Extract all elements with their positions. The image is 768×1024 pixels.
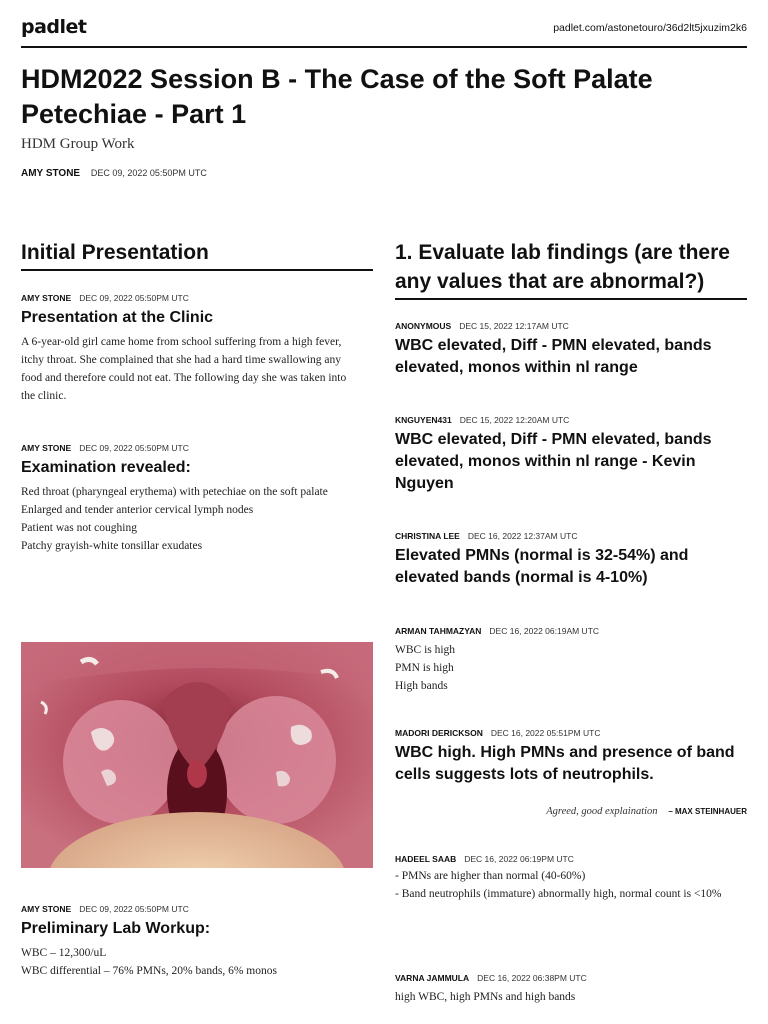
post-arman-tahmazyan[interactable] <box>395 625 740 695</box>
page-author: AMY STONE <box>21 168 81 179</box>
post-title: Examination revealed: <box>21 459 191 476</box>
post-author: AMY STONE <box>21 293 72 303</box>
post-presentation[interactable] <box>21 292 361 405</box>
post-date: DEC 16, 2022 06:19PM UTC <box>464 854 574 864</box>
post-body <box>395 641 740 695</box>
post-meta <box>395 727 740 739</box>
post-body <box>21 333 361 405</box>
post-christina-lee[interactable] <box>395 530 740 589</box>
post-meta <box>21 442 361 454</box>
post-title: WBC high. High PMNs and presence of band cells suggests lots of neutrophils. <box>395 744 735 783</box>
post-meta <box>21 903 361 915</box>
post-author: VARNA JAMMULA <box>395 973 470 983</box>
post-title: Presentation at the Clinic <box>21 309 214 326</box>
section-title-initial-presentation: Initial Presentation <box>21 238 373 271</box>
post-examination[interactable] <box>21 442 361 555</box>
comment-text: Agreed, good explaination <box>546 806 658 817</box>
post-date: DEC 15, 2022 12:20AM UTC <box>459 415 570 425</box>
post-author: MADORI DERICKSON <box>395 728 483 738</box>
post-title: Preliminary Lab Workup: <box>21 920 211 937</box>
post-hadeel-saab[interactable] <box>395 853 740 903</box>
page-title: HDM2022 Session B - The Case of the Soft Palate Petechiae - Part 1 <box>21 64 653 129</box>
post-lab-workup[interactable] <box>21 903 361 980</box>
post-title: WBC elevated, Diff - PMN elevated, bands elevated, monos within nl range <box>395 337 712 376</box>
post-body <box>395 988 740 1006</box>
comment-author: – MAX STEINHAUER <box>668 807 747 816</box>
post-body-text: Patchy grayish-white tonsillar exudates <box>21 540 203 552</box>
post-anonymous[interactable] <box>395 320 740 379</box>
post-author: AMY STONE <box>21 904 72 914</box>
post-body-text: A 6-year-old girl came home from school suffering from a high fever, itchy throat. She complained that she had a hard time swallowing any food and therefore could not eat. The following day she was taken into the clinic. <box>21 336 347 402</box>
padlet-logo[interactable]: padlet <box>21 16 87 38</box>
padlet-url[interactable]: padlet.com/astonetouro/36d2lt5jxuzim2k6 <box>553 22 747 34</box>
post-title: WBC elevated, Diff - PMN elevated, bands elevated, monos within nl range - Kevin Nguyen <box>395 431 712 492</box>
post-author: AMY STONE <box>21 443 72 453</box>
post-body-text: high WBC, high PMNs and high bands <box>395 991 576 1003</box>
page-subtitle: HDM Group Work <box>21 136 135 152</box>
post-date: DEC 16, 2022 06:38PM UTC <box>477 973 587 983</box>
post-author: ARMAN TAHMAZYAN <box>395 626 482 636</box>
post-author: KNGUYEN431 <box>395 415 452 425</box>
post-body-text: WBC – 12,300/uL <box>21 947 107 959</box>
post-meta <box>395 414 740 426</box>
post-body-text: - PMNs are higher than normal (40-60%) <box>395 870 586 882</box>
post-meta <box>395 625 740 637</box>
post-author: HADEEL SAAB <box>395 854 457 864</box>
page-meta <box>21 168 207 179</box>
post-meta <box>395 853 740 865</box>
post-date: DEC 16, 2022 06:19AM UTC <box>489 626 600 636</box>
post-meta <box>395 320 740 332</box>
section-title-evaluate-lab-findings: 1. Evaluate lab findings (are there any values that are abnormal?) <box>395 238 747 300</box>
top-bar <box>21 14 747 48</box>
throat-illustration <box>21 642 373 868</box>
post-body <box>395 867 740 903</box>
post-date: DEC 15, 2022 12:17AM UTC <box>459 321 569 331</box>
post-body <box>21 944 361 980</box>
post-date: DEC 09, 2022 05:50PM UTC <box>79 293 189 303</box>
post-body-text: WBC is high <box>395 644 456 656</box>
post-meta <box>21 292 361 304</box>
post-comment[interactable] <box>546 806 747 817</box>
post-date: DEC 09, 2022 05:50PM UTC <box>79 904 189 914</box>
post-knguyen431[interactable] <box>395 414 740 495</box>
post-madori-derickson[interactable] <box>395 727 740 786</box>
post-author: CHRISTINA LEE <box>395 531 460 541</box>
post-varna-jammula[interactable] <box>395 972 740 1006</box>
post-body <box>21 483 361 555</box>
post-author: ANONYMOUS <box>395 321 452 331</box>
throat-photo[interactable] <box>21 642 373 868</box>
post-title: Elevated PMNs (normal is 32-54%) and elevated bands (normal is 4-10%) <box>395 547 689 586</box>
post-body-text: Enlarged and tender anterior cervical lymph nodes <box>21 504 254 516</box>
post-body-text: WBC differential – 76% PMNs, 20% bands, 6% monos <box>21 965 277 977</box>
post-date: DEC 16, 2022 12:37AM UTC <box>467 531 578 541</box>
post-date: DEC 09, 2022 05:50PM UTC <box>79 443 189 453</box>
post-date: DEC 16, 2022 05:51PM UTC <box>490 728 601 738</box>
post-body-text: Red throat (pharyngeal erythema) with petechiae on the soft palate <box>21 486 328 498</box>
post-body-text: PMN is high <box>395 662 454 674</box>
post-meta <box>395 530 740 542</box>
post-meta <box>395 972 740 984</box>
post-body-text: Patient was not coughing <box>21 522 137 534</box>
page-date: DEC 09, 2022 05:50PM UTC <box>90 168 207 178</box>
post-body-text: High bands <box>395 680 448 692</box>
post-body-text: - Band neutrophils (immature) abnormally high, normal count is <10% <box>395 888 722 900</box>
